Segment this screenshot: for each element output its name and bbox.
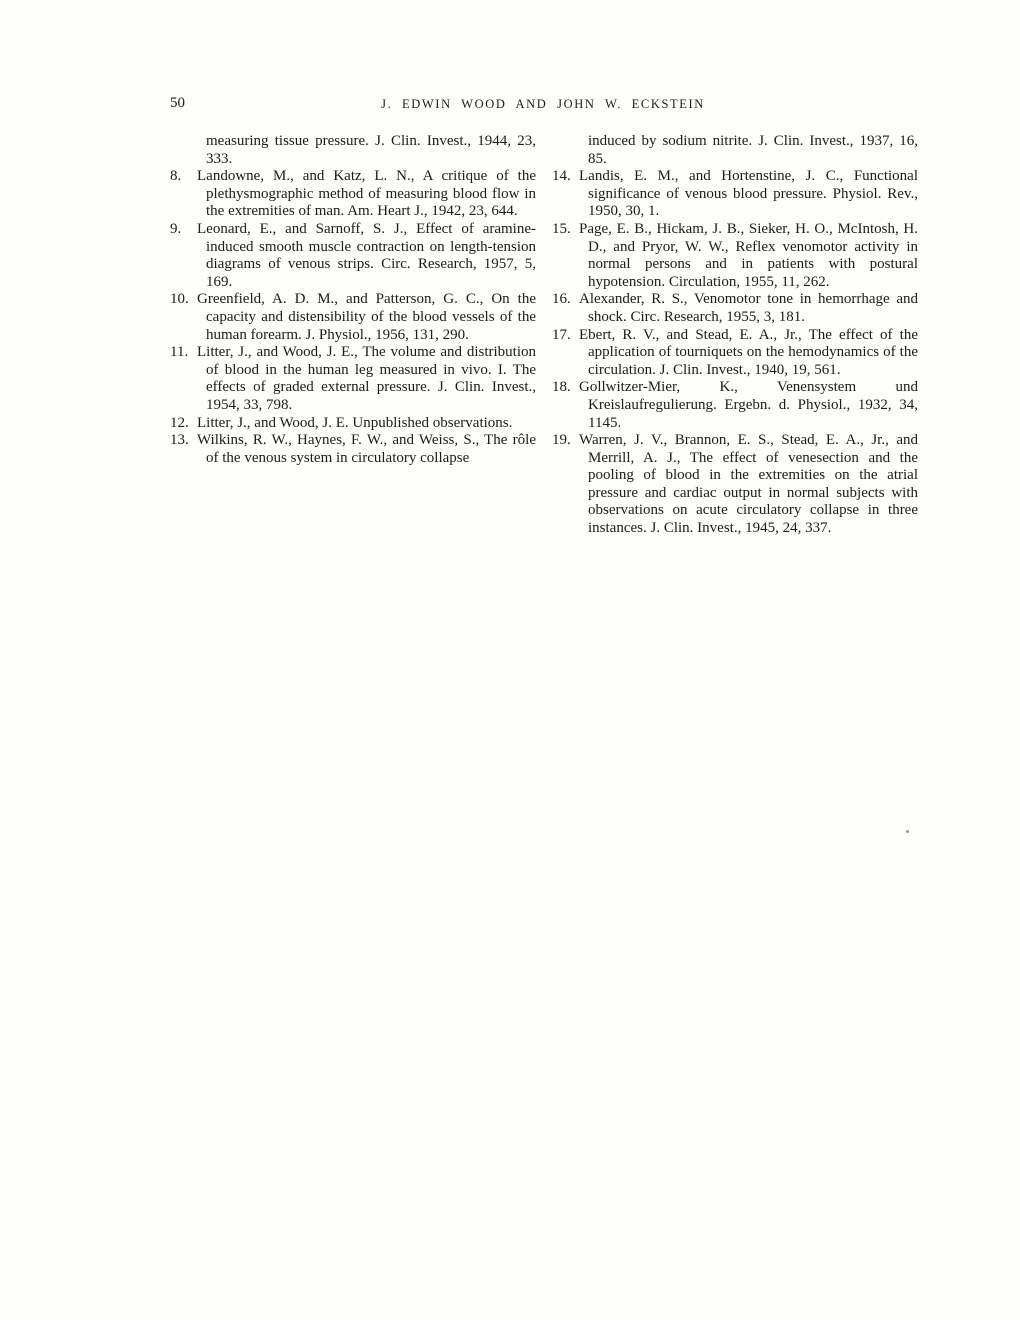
reference-item (552, 221, 918, 291)
reference-number: 18. (552, 379, 571, 396)
reference-text: Litter, J., and Wood, J. E. Unpublished observations. (197, 414, 513, 431)
reference-number: 17. (552, 326, 571, 343)
scan-artifact-dot (906, 830, 909, 833)
reference-item (552, 327, 918, 380)
reference-item (170, 291, 536, 344)
reference-text: Page, E. B., Hickam, J. B., Sieker, H. O., McIntosh, H. D., and Pryor, W. W., Reflex venomotor activity in normal persons and in patients with postural hypotension. Circulation, 1955, 11, 262. (579, 220, 918, 290)
reference-continuation: measuring tissue pressure. J. Clin. Invest., 1944, 23, 333. (206, 133, 536, 167)
page-header (170, 95, 916, 115)
running-title: J. EDWIN WOOD AND JOHN W. ECKSTEIN (381, 97, 705, 111)
reference-number: 12. (170, 414, 189, 431)
reference-text: Greenfield, A. D. M., and Patterson, G. C., On the capacity and distensibility of the blood vessels of the human forearm. J. Physiol., 1956, 131, 290. (197, 291, 536, 343)
reference-text: Warren, J. V., Brannon, E. S., Stead, E. A., Jr., and Merrill, A. J., The effect of venesection and the pooling of blood in the extremities on the atrial pressure and cardiac output in normal subjects with observations on acute circulatory collapse in three instances. J. Clin. Invest., 1945, 24, 337. (579, 432, 918, 537)
reference-item (170, 344, 536, 414)
reference-text: Gollwitzer-Mier, K., Venensystem und Kreislaufregulierung. Ergebn. d. Physiol., 1932, 34, 1145. (579, 379, 918, 431)
reference-text: Ebert, R. V., and Stead, E. A., Jr., The effect of the application of tourniquets on the hemodynamics of the circulation. J. Clin. Invest., 1940, 19, 561. (579, 326, 918, 378)
reference-text: Leonard, E., and Sarnoff, S. J., Effect of aramine-induced smooth muscle contraction on length-tension diagrams of venous strips. Circ. Research, 1957, 5, 169. (197, 220, 536, 290)
reference-number: 14. (552, 168, 571, 185)
reference-item (552, 168, 918, 221)
reference-number: 15. (552, 220, 571, 237)
reference-item (170, 415, 536, 433)
reference-text: Wilkins, R. W., Haynes, F. W., and Weiss, S., The rôle of the venous system in circulatory collapse (197, 432, 536, 466)
reference-item (552, 432, 918, 538)
reference-number: 19. (552, 432, 571, 449)
reference-text: Alexander, R. S., Venomotor tone in hemorrhage and shock. Circ. Research, 1955, 3, 181. (579, 291, 918, 325)
reference-number: 9. (170, 220, 182, 237)
reference-number: 10. (170, 291, 189, 308)
reference-text: Litter, J., and Wood, J. E., The volume and distribution of blood in the human leg measured in vivo. I. The effects of graded external pressure. J. Clin. Invest., 1954, 33, 798. (197, 344, 536, 413)
reference-item (552, 291, 918, 326)
reference-number: 16. (552, 291, 571, 308)
reference-text: Landowne, M., and Katz, L. N., A critique of the plethysmographic method of measuring blood flow in the extremities of man. Am. Heart J., 1942, 23, 644. (197, 168, 536, 220)
reference-item (170, 221, 536, 291)
references-column-left (170, 133, 536, 467)
reference-number: 8. (170, 168, 182, 185)
reference-item (552, 379, 918, 432)
reference-number: 11. (170, 344, 189, 361)
reference-continuation: induced by sodium nitrite. J. Clin. Invest., 1937, 16, 85. (588, 133, 918, 167)
page-number: 50 (170, 95, 185, 111)
reference-item (170, 432, 536, 467)
references-column-right (552, 133, 918, 538)
reference-text: Landis, E. M., and Hortenstine, J. C., Functional significance of venous blood pressure. Physiol. Rev., 1950, 30, 1. (579, 168, 918, 220)
reference-item (170, 168, 536, 221)
reference-number: 13. (170, 432, 189, 449)
